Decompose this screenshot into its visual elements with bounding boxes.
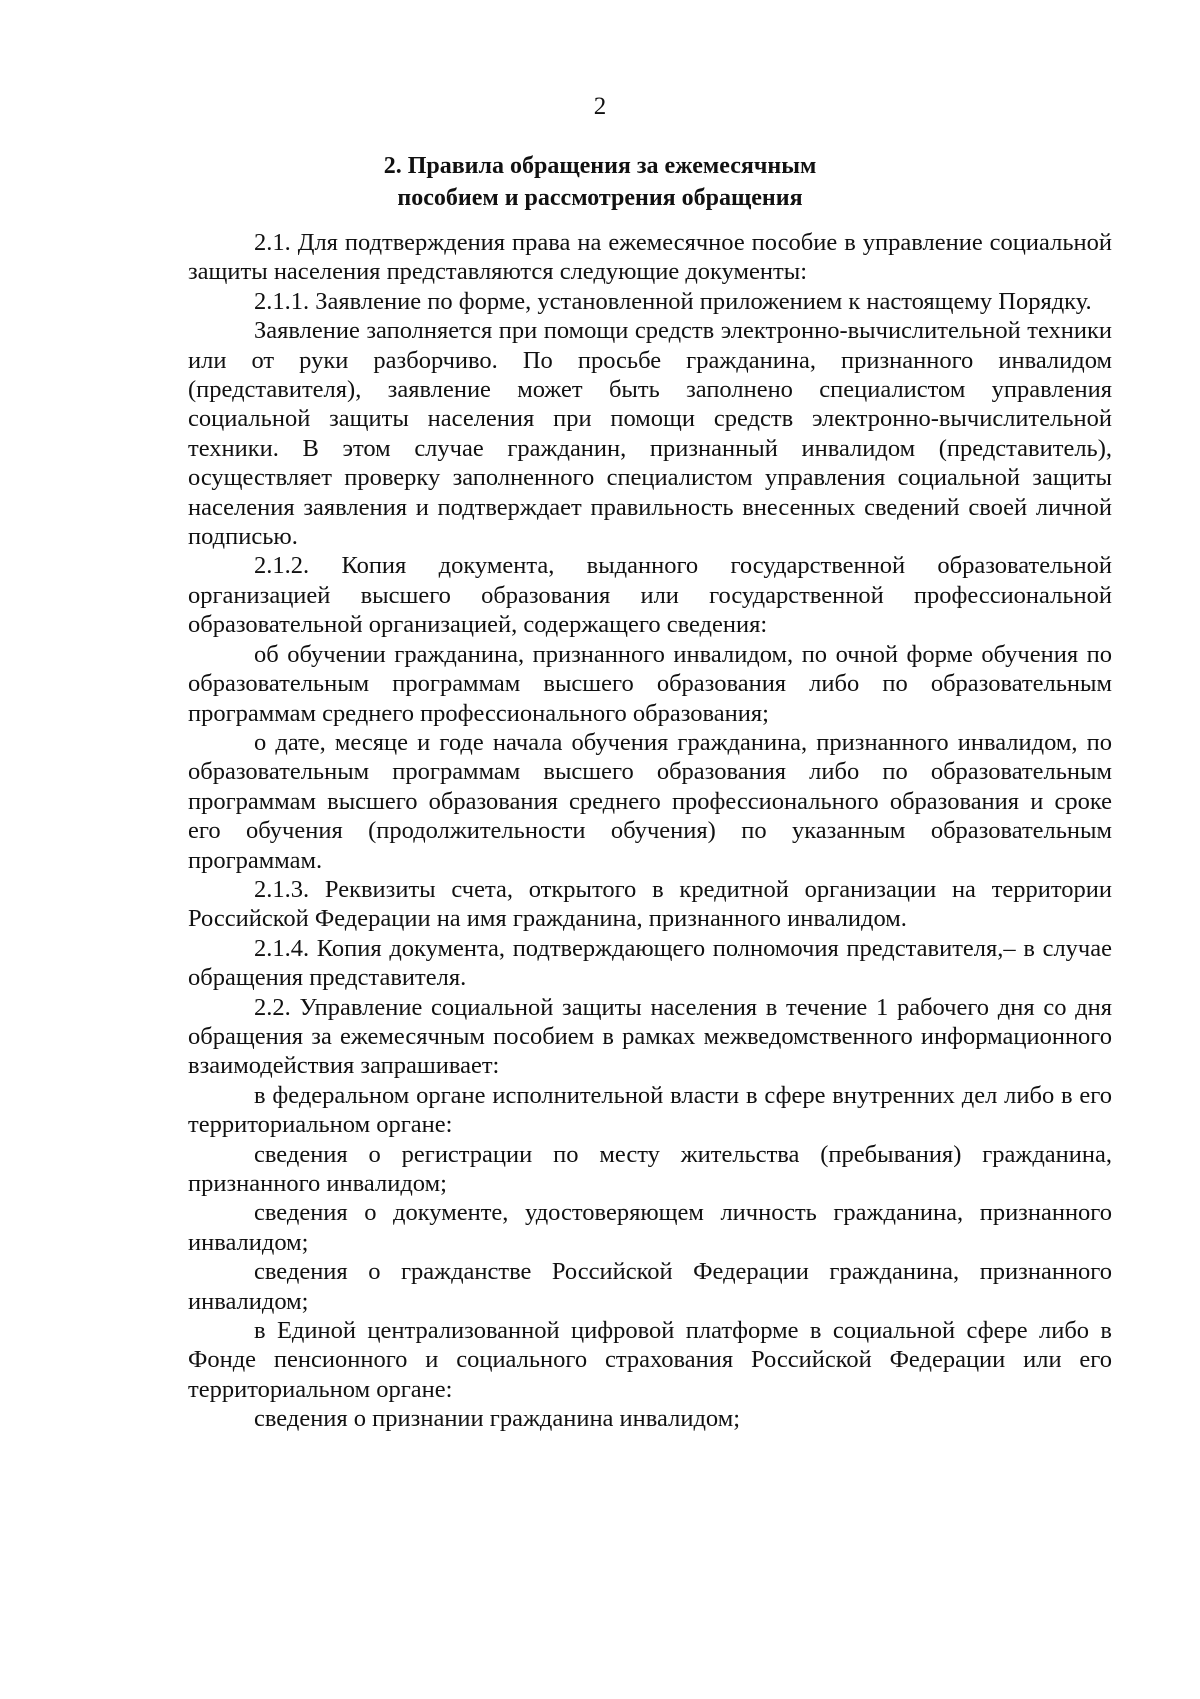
paragraph-citizenship: сведения о гражданстве Российской Федерации гражданина, признанного инвалидом; xyxy=(188,1258,1112,1315)
paragraph-2-1: 2.1. Для подтверждения права на ежемесячное пособие в управление социальной защиты населения представляются следующие документы: xyxy=(188,229,1112,286)
document-body xyxy=(188,228,1112,1434)
section-heading-line-1: 2. Правила обращения за ежемесячным xyxy=(383,153,817,179)
paragraph-2-2: 2.2. Управление социальной защиты населения в течение 1 рабочего дня со дня обращения за ежемесячным пособием в рамках межведомственного информационного взаимодействия запрашивает: xyxy=(188,993,1112,1080)
paragraph-2-1-2: 2.1.2. Копия документа, выданного государственной образовательной организацией высшего образования или государственной профессиональной образовательной организацией, содержащего сведения: xyxy=(188,552,1112,639)
paragraph-registration-info: сведения о регистрации по месту жительства (пребывания) гражданина, признанного инвалидом; xyxy=(188,1140,1112,1197)
paragraph-2-1-4: 2.1.4. Копия документа, подтверждающего полномочия представителя,– в случае обращения представителя. xyxy=(188,934,1112,992)
page-number: 2 xyxy=(593,93,607,120)
paragraph-education-dates: о дате, месяце и годе начала обучения гражданина, признанного инвалидом, по образовательным программам высшего образования либо по образовательным программам высшего образования среднего профессионального образования и сроке его обучения (продолжительности обучения) по указанным образовательным программам. xyxy=(188,728,1112,874)
paragraph-disability-recognition: сведения о признании гражданина инвалидом; xyxy=(254,1405,741,1433)
section-heading-line-2: пособием и рассмотрения обращения xyxy=(397,185,803,211)
paragraph-2-1-3: 2.1.3. Реквизиты счета, открытого в кредитной организации на территории Российской Федерации на имя гражданина, признанного инвалидом. xyxy=(188,875,1112,933)
paragraph-application-filling: Заявление заполняется при помощи средств электронно-вычислительной техники или от руки разборчиво. По просьбе гражданина, признанного инвалидом (представителя), заявление может быть заполнено специалистом управления социальной защиты населения при помощи средств электронно-вычислительной техники. В этом случае гражданин, признанный инвалидом (представитель), осуществляет проверку заполненного специалистом управления социальной защиты населения заявления и подтверждает правильность внесенных сведений своей личной подписью. xyxy=(188,317,1112,551)
paragraph-social-platform: в Единой централизованной цифровой платформе в социальной сфере либо в Фонде пенсионного и социального страхования Российской Федерации или его территориальном органе: xyxy=(188,1317,1112,1403)
paragraph-internal-affairs: в федеральном органе исполнительной власти в сфере внутренних дел либо в его территориальном органе: xyxy=(188,1081,1112,1139)
paragraph-2-1-1: 2.1.1. Заявление по форме, установленной приложением к настоящему Порядку. xyxy=(254,287,1092,315)
paragraph-identity-document: сведения о документе, удостоверяющем личность гражданина, признанного инвалидом; xyxy=(188,1199,1112,1256)
paragraph-education-info: об обучении гражданина, признанного инвалидом, по очной форме обучения по образовательным программам высшего образования либо по образовательным программам среднего профессионального образования; xyxy=(188,640,1112,727)
section-heading xyxy=(0,150,1200,214)
